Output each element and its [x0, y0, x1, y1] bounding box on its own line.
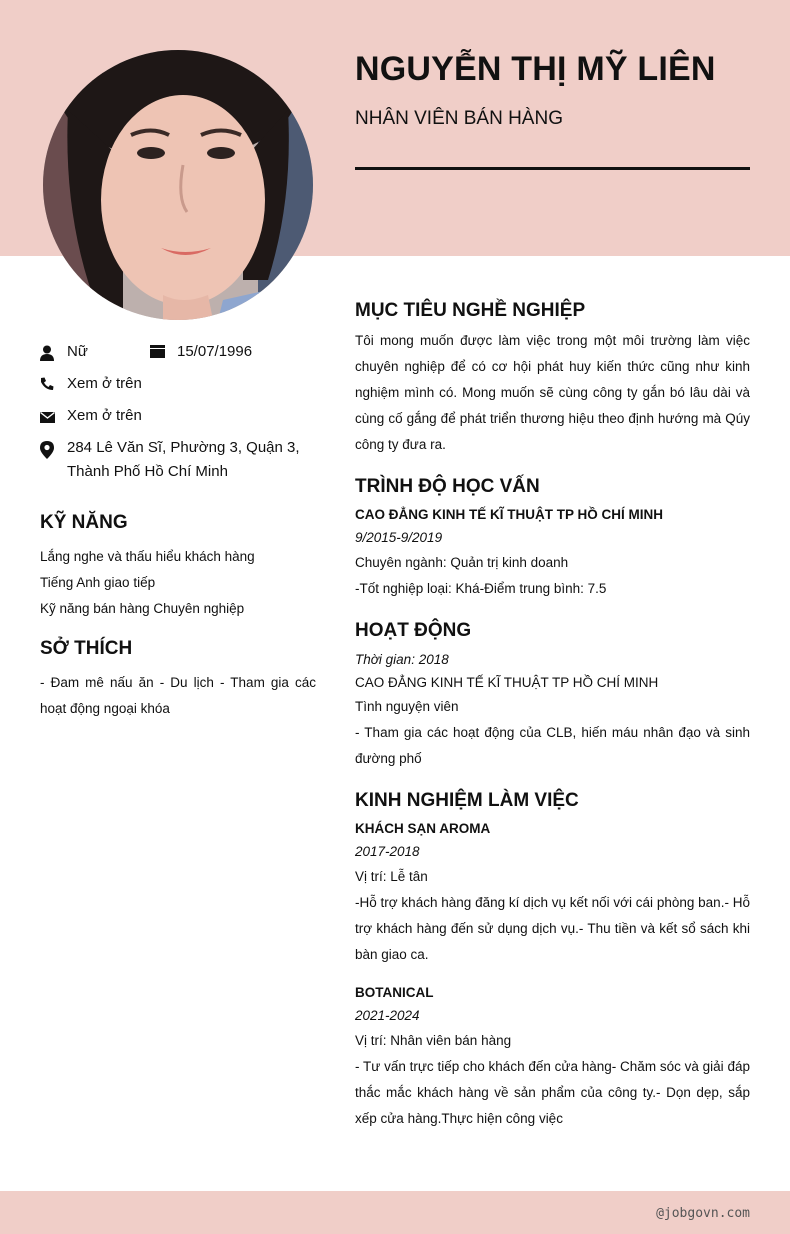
job-entry	[355, 982, 750, 1132]
skill-item: Tiếng Anh giao tiếp	[40, 575, 156, 590]
skills-section	[40, 512, 316, 622]
info-row-address	[40, 436, 316, 484]
job-title: NHÂN VIÊN BÁN HÀNG	[355, 108, 563, 129]
job-entry	[355, 818, 750, 968]
skill-item: Lắng nghe và thấu hiểu khách hàng	[40, 549, 255, 564]
education-date: 9/2015-9/2019	[355, 530, 443, 545]
info-row-gender-birthday	[40, 340, 316, 364]
education-heading: TRÌNH ĐỘ HỌC VẤN	[355, 476, 540, 497]
mail-icon	[40, 404, 67, 423]
info-row-phone	[40, 372, 316, 396]
education-major: Chuyên ngành: Quản trị kinh doanh	[355, 555, 569, 570]
location-pin-icon	[40, 436, 67, 459]
activities-desc: - Tham gia các hoạt động của CLB, hiến máu nhân đạo và sinh đường phố	[355, 725, 750, 766]
activities-heading: HOẠT ĐỘNG	[355, 620, 472, 641]
activities-section	[355, 620, 750, 772]
phone-value: Xem ở trên	[67, 375, 142, 392]
gender-value: Nữ	[67, 343, 88, 360]
job-desc: - Tư vấn trực tiếp cho khách đến cửa hàng- Chăm sóc và giải đáp thắc mắc khách hàng về sản phẩm của công ty.- Dọn dẹp, sắp xếp cửa hàng.Thực hiện công việc	[355, 1059, 750, 1126]
experience-heading: KINH NGHIỆM LÀM VIỆC	[355, 790, 579, 811]
job-desc: -Hỗ trợ khách hàng đăng kí dịch vụ kết nối với cái phòng ban.- Hỗ trợ khách hàng đến sử dụng dịch vụ.- Thu tiền và kết sổ sách khi bàn giao ca.	[355, 895, 750, 962]
candidate-name: NGUYỄN THỊ MỸ LIÊN	[355, 50, 716, 88]
right-column	[355, 300, 750, 1150]
activities-date: Thời gian: 2018	[355, 652, 449, 667]
job-company: BOTANICAL	[355, 985, 434, 1000]
skill-item: Kỹ năng bán hàng Chuyên nghiệp	[40, 601, 245, 616]
job-position: Vị trí: Nhân viên bán hàng	[355, 1033, 512, 1048]
objective-heading: MỤC TIÊU NGHỀ NGHIỆP	[355, 300, 586, 321]
activities-org: CAO ĐẲNG KINH TẾ KĨ THUẬT TP HỒ CHÍ MINH	[355, 675, 659, 690]
info-row-email	[40, 404, 316, 428]
education-section	[355, 476, 750, 602]
address-value: 284 Lê Văn Sĩ, Phường 3, Quận 3, Thành Phố Hồ Chí Minh	[67, 439, 300, 480]
title-divider	[355, 167, 750, 170]
job-position: Vị trí: Lễ tân	[355, 869, 428, 884]
left-column	[40, 340, 316, 722]
portrait-image	[43, 50, 313, 320]
education-school: CAO ĐẲNG KINH TẾ KĨ THUẬT TP HỒ CHÍ MINH	[355, 507, 663, 522]
watermark-text: @jobgovn.com	[656, 1206, 750, 1221]
hobbies-text: - Đam mê nấu ăn - Du lịch - Tham gia các hoạt động ngoại khóa	[40, 675, 316, 716]
hobbies-heading: SỞ THÍCH	[40, 638, 133, 659]
objective-section	[355, 300, 750, 458]
job-date: 2021-2024	[355, 1008, 420, 1023]
job-company: KHÁCH SẠN AROMA	[355, 821, 491, 836]
email-value: Xem ở trên	[67, 407, 142, 424]
skills-heading: KỸ NĂNG	[40, 512, 128, 533]
job-date: 2017-2018	[355, 844, 420, 859]
hobbies-section	[40, 638, 316, 722]
calendar-icon	[150, 340, 177, 358]
birthday-value: 15/07/1996	[177, 343, 253, 360]
phone-icon	[40, 372, 67, 391]
objective-text: Tôi mong muốn được làm việc trong một môi trường làm việc chuyên nghiệp để có cơ hội phát huy kiến thức cũng như kinh nghiệm mình có. Mong muốn sẽ cùng công ty gắn bó lâu dài và cùng cố gắng để phát triển thương hiệu theo định hướng mà Qúy công ty đưa ra.	[355, 333, 750, 452]
profile-photo	[43, 50, 313, 320]
activities-role: Tình nguyện viên	[355, 699, 459, 714]
experience-section	[355, 790, 750, 1132]
education-grade: -Tốt nghiệp loại: Khá-Điểm trung bình: 7.5	[355, 581, 607, 596]
person-icon	[40, 340, 67, 361]
gender-field	[40, 340, 150, 364]
